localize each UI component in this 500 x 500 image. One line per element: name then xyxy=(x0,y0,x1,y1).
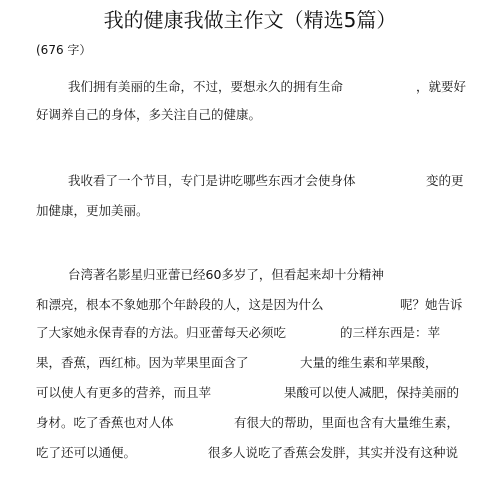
text-segment: 呢？她告诉 xyxy=(400,297,463,312)
text-segment: ，就要好 xyxy=(416,79,467,94)
word-count: (676 字） xyxy=(36,43,92,57)
text-segment: 有很大的帮助，里面也含有大量维生素， xyxy=(234,415,460,430)
text-segment: 身材。吃了香蕉也对人体 xyxy=(36,415,174,430)
text-segment: 很多人说吃了香蕉会发胖，其实并没有这种说 xyxy=(208,445,459,460)
text-segment: 大量的维生素和苹果酸， xyxy=(300,355,438,370)
text-segment: 果，香蕉，西红柿。因为苹果里面含了 xyxy=(36,355,249,370)
text-segment: 我们拥有美丽的生命，不过，要想永久的拥有生命 xyxy=(68,79,344,94)
text-segment: 果酸可以使人减肥，保持美丽的 xyxy=(284,385,460,400)
text-segment: 加健康，更加美丽。 xyxy=(36,203,149,218)
text-segment: 的三样东西是：苹 xyxy=(340,325,441,340)
text-segment: 和漂亮，根本不象她那个年龄段的人，这是因为什么 xyxy=(36,297,324,312)
text-segment: 吃了还可以通便。 xyxy=(36,445,137,460)
text-segment: 我收看了一个节目，专门是讲吃哪些东西才会使身体 xyxy=(68,173,356,188)
text-segment: 好调养自己的身体，多关注自己的健康。 xyxy=(36,107,262,122)
text-segment: 可以使人有更多的营养，而且苹 xyxy=(36,385,212,400)
text-segment: 了大家她永保青春的方法。归亚蕾每天必须吃 xyxy=(36,325,287,340)
text-segment: 变的更 xyxy=(426,173,464,188)
text-segment: 台湾著名影星归亚蕾已经60多岁了，但看起来却十分精神 xyxy=(68,267,384,282)
document-title: 我的健康我做主作文（精选5篇） xyxy=(103,8,397,32)
